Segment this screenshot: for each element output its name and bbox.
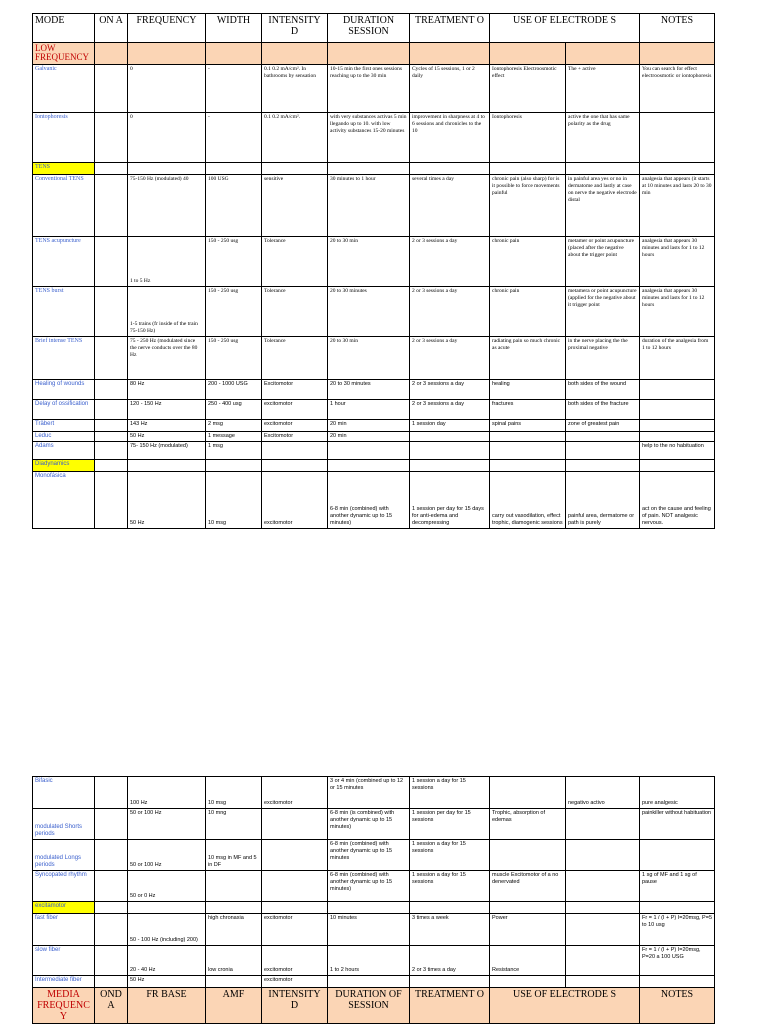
top-table-cell: 2 or 3 sessions a day — [410, 337, 490, 380]
top-table-cell: metamer or point acupuncture (placed after the negative about the trigger point — [566, 237, 640, 287]
bottom-table-cell: high chronaxia — [206, 914, 262, 946]
bottom-table-cell — [206, 976, 262, 988]
top-table-cell: 1 hour — [328, 400, 410, 420]
bottom-table-mode-cell: excitamotor — [33, 902, 95, 914]
header-treatment: TREATMENT O — [410, 14, 490, 43]
bottom-table-cell — [640, 902, 715, 914]
bottom-table-cell: Resistance — [490, 946, 566, 976]
top-table-cell: painful area, dermatome or path is purely — [566, 472, 640, 529]
top-table-cell: Tolerance — [262, 287, 328, 337]
bottom-table-mode-cell: slow fiber — [33, 946, 95, 976]
top-table-cell: excitomotor — [262, 472, 328, 529]
top-table-cell: 0 — [128, 113, 206, 163]
top-table-cell: 6-8 min (combined) with another dynamic up to 15 minutes) — [328, 472, 410, 529]
bottom-table-cell — [95, 777, 128, 809]
bottom-table-cell — [566, 840, 640, 871]
header-notes-2: NOTES — [640, 988, 715, 1024]
top-table-cell: Tolerance — [262, 237, 328, 287]
top-table-cell — [128, 163, 206, 175]
bottom-table-cell: 2 or 3 times a day — [410, 946, 490, 976]
top-table-cell — [640, 420, 715, 432]
top-table-cell: excitomotor — [262, 420, 328, 432]
bottom-table-cell — [566, 946, 640, 976]
top-table-cell — [640, 113, 715, 163]
bottom-table-cell — [262, 871, 328, 902]
top-table-mode-cell: Monofásica — [33, 472, 95, 529]
bottom-table-cell — [328, 902, 410, 914]
top-table-cell: duration of the analgesia from 1 to 12 hours — [640, 337, 715, 380]
top-table-cell: 2 or 3 sessions a day — [410, 380, 490, 400]
top-table-cell — [640, 432, 715, 442]
bottom-table-row — [33, 840, 715, 871]
top-table-cell: 0 — [128, 65, 206, 113]
top-table-cell: - — [206, 65, 262, 113]
bottom-table-cell: 1 session a day for 15 sessions — [410, 871, 490, 902]
top-table-cell — [410, 460, 490, 472]
top-table-cell: 1 session per day for 15 days for anti-edema and decompressing — [410, 472, 490, 529]
bottom-table-cell — [566, 976, 640, 988]
bottom-table-cell: 50 or 0 Hz — [128, 871, 206, 902]
top-table-cell: act on the cause and feeling of pain. NOT analgesic nervous. — [640, 472, 715, 529]
top-table-cell: 2 or 3 sessions a day — [410, 287, 490, 337]
top-table-mode-cell: Adams — [33, 442, 95, 460]
bottom-table-mode-cell: modulated Longs periods — [33, 840, 95, 871]
header-intensity: INTENSITY D — [262, 14, 328, 43]
top-table-cell — [128, 460, 206, 472]
top-table-row — [33, 175, 715, 237]
bottom-table-cell — [410, 902, 490, 914]
bottom-table-cell: 50 or 100 Hz — [128, 809, 206, 840]
top-table-cell — [328, 163, 410, 175]
bottom-table-mode-cell: fast fiber — [33, 914, 95, 946]
top-table-cell: excitomotor — [262, 400, 328, 420]
header-electrode: USE OF ELECTRODE S — [490, 14, 640, 43]
top-table-cell: You can search for effect electroosmotic or iontophoresis — [640, 65, 715, 113]
bottom-table-cell — [95, 902, 128, 914]
bottom-table-cell: 10 minutes — [328, 914, 410, 946]
top-table-row — [33, 337, 715, 380]
bottom-table-cell — [95, 809, 128, 840]
bottom-table-row — [33, 976, 715, 988]
bottom-table-cell — [640, 976, 715, 988]
bottom-table-cell: Power — [490, 914, 566, 946]
top-table-cell: 20 to 30 minutes — [328, 287, 410, 337]
bottom-table-row — [33, 809, 715, 840]
top-table-cell: 200 - 1000 USG — [206, 380, 262, 400]
top-table-cell: 1 to 5 Hz — [128, 237, 206, 287]
top-table-cell — [95, 460, 128, 472]
bottom-table-cell: 1 session a day for 15 sessions — [410, 840, 490, 871]
top-table-cell: 80 Hz — [128, 380, 206, 400]
bottom-table-cell — [640, 840, 715, 871]
bottom-table-cell — [95, 946, 128, 976]
top-table-cell: 20 min — [328, 432, 410, 442]
top-table-cell: 10 msg — [206, 472, 262, 529]
bottom-table-cell: muscle Excitomotor of a no denervated — [490, 871, 566, 902]
top-table-mode-cell: TENS — [33, 163, 95, 175]
top-table-cell: 1-5 trains (fr inside of the train 75-150 Hz) — [128, 287, 206, 337]
bottom-table-cell — [566, 902, 640, 914]
top-table-cell: 143 Hz — [128, 420, 206, 432]
top-table-row — [33, 287, 715, 337]
top-table-cell — [640, 380, 715, 400]
top-table-cell: Iontophoresis Electroosmotic effect — [490, 65, 566, 113]
top-table-cell — [566, 460, 640, 472]
bottom-table-cell — [490, 976, 566, 988]
top-table-cell: 1 session day — [410, 420, 490, 432]
bottom-table-cell — [206, 902, 262, 914]
top-table-mode-cell: TENS acupuncture — [33, 237, 95, 287]
header-duration: DURATION SESSION — [328, 14, 410, 43]
top-table-cell: Cycles of 15 sessions, 1 or 2 daily — [410, 65, 490, 113]
header-row — [33, 14, 715, 43]
top-table-cell: Excitomotor — [262, 380, 328, 400]
top-table-cell: 75-150 Hz (modulated) 40 — [128, 175, 206, 237]
top-table-cell — [95, 442, 128, 460]
top-table-cell — [640, 460, 715, 472]
header-width: WIDTH — [206, 14, 262, 43]
bottom-table-cell: 3 or 4 min (combined up to 12 or 15 minutes — [328, 777, 410, 809]
top-table-cell: 50 Hz — [128, 432, 206, 442]
top-table-row — [33, 65, 715, 113]
bottom-table-cell — [490, 840, 566, 871]
bottom-table-cell — [128, 902, 206, 914]
bottom-table-cell: pure analgesic — [640, 777, 715, 809]
top-table-body — [33, 65, 715, 529]
top-table-cell: active the one that has same polarity as the drug — [566, 113, 640, 163]
top-table-cell: 1 message — [206, 432, 262, 442]
top-table-cell — [640, 400, 715, 420]
top-table-cell: 20 to 30 minutes — [328, 380, 410, 400]
top-table-cell: 2 or 3 sessions a day — [410, 400, 490, 420]
top-table-cell: several times a day — [410, 175, 490, 237]
top-table-cell — [410, 432, 490, 442]
bottom-table-body — [33, 777, 715, 988]
top-table-row — [33, 472, 715, 529]
bottom-table-cell: 6-8 min (combined) with another dynamic up to 15 minutes) — [328, 871, 410, 902]
header-media-frequency: MEDIA FREQUENCY — [33, 988, 95, 1024]
top-table-cell — [206, 460, 262, 472]
top-table-cell: carry out vasodilation, effect trophic, diamogenic sessions — [490, 472, 566, 529]
top-table-row — [33, 163, 715, 175]
top-table-mode-cell: Träbert — [33, 420, 95, 432]
top-table-cell — [490, 442, 566, 460]
section-low-frequency — [33, 43, 715, 65]
top-table-cell — [410, 442, 490, 460]
top-table-cell: 20 to 30 min — [328, 237, 410, 287]
top-table-cell: radiating pain so much chronic as acute — [490, 337, 566, 380]
top-table-cell: chronic pain — [490, 237, 566, 287]
top-table-cell: 75 - 250 Hz (modulated since the nerve conducts over the 80 Hz — [128, 337, 206, 380]
header-fr-base: FR BASE — [128, 988, 206, 1024]
top-table-cell — [262, 442, 328, 460]
top-table-cell — [262, 460, 328, 472]
top-table-cell: 1 msg — [206, 442, 262, 460]
bottom-table-cell — [262, 840, 328, 871]
top-table-cell: analgesia that appears (it starts at 10 minutes and lasts 20 to 30 min — [640, 175, 715, 237]
top-table-row — [33, 442, 715, 460]
top-table-cell: The + active — [566, 65, 640, 113]
top-table-row — [33, 432, 715, 442]
top-table-cell — [95, 287, 128, 337]
top-table-cell: 50 Hz — [128, 472, 206, 529]
top-table-cell: zone of greatest pain — [566, 420, 640, 432]
top-table-cell: 10-15 min the first ones sessions reaching up to the 30 min — [328, 65, 410, 113]
top-table-cell: in painful area yes or no in dermatome and lastly at case on nerve the negative electrode distal — [566, 175, 640, 237]
top-table-cell: sensitive — [262, 175, 328, 237]
top-table-cell: 150 - 250 usg — [206, 337, 262, 380]
top-table-cell — [328, 460, 410, 472]
top-table-row — [33, 420, 715, 432]
top-table-cell — [490, 432, 566, 442]
bottom-table-cell: 50 - 100 Hz (including) 200) — [128, 914, 206, 946]
bottom-table-cell: 1 session per day for 15 sessions — [410, 809, 490, 840]
bottom-table-cell: 20 - 40 Hz — [128, 946, 206, 976]
top-table-cell: 20 to 30 min — [328, 337, 410, 380]
bottom-table-cell: low cronia — [206, 946, 262, 976]
top-table-cell — [490, 460, 566, 472]
header-onda-2: OND A — [95, 988, 128, 1024]
top-table-cell: 2 or 3 sessions a day — [410, 237, 490, 287]
top-table-mode-cell: Iontophoresis — [33, 113, 95, 163]
top-table-cell — [328, 442, 410, 460]
top-table-cell — [95, 400, 128, 420]
top-table-cell: Tolerance — [262, 337, 328, 380]
top-table-mode-cell: Delay of ossification — [33, 400, 95, 420]
top-table-cell: Iontophoresis — [490, 113, 566, 163]
bottom-table-cell: 1 to 2 hours — [328, 946, 410, 976]
bottom-table-cell — [95, 840, 128, 871]
bottom-table-row — [33, 871, 715, 902]
bottom-table-cell: excitomotor — [262, 914, 328, 946]
header-notes: NOTES — [640, 14, 715, 43]
header-mode: MODE — [33, 14, 95, 43]
top-table-cell — [95, 420, 128, 432]
top-table-cell — [566, 163, 640, 175]
bottom-table-mode-cell: modulated Shorts periods — [33, 809, 95, 840]
top-table-cell: in the nerve placing the the proximal negative — [566, 337, 640, 380]
bottom-table-cell: 50 Hz — [128, 976, 206, 988]
bottom-table-cell: excitomotor — [262, 946, 328, 976]
bottom-table-cell — [95, 914, 128, 946]
top-table-cell: 120 - 150 Hz — [128, 400, 206, 420]
bottom-table-mode-cell: Bifasic — [33, 777, 95, 809]
bottom-table-cell — [95, 871, 128, 902]
top-table-cell: fractures — [490, 400, 566, 420]
top-table-mode-cell: Galvanic — [33, 65, 95, 113]
top-table-cell — [95, 175, 128, 237]
top-table-cell: help to the no habituation — [640, 442, 715, 460]
top-table-cell: spinal pains — [490, 420, 566, 432]
top-table-cell: 250 - 400 usg — [206, 400, 262, 420]
top-table-cell: 150 - 250 usg — [206, 237, 262, 287]
bottom-table-cell — [566, 914, 640, 946]
bottom-table-row — [33, 902, 715, 914]
top-table-cell — [95, 380, 128, 400]
bottom-table-row — [33, 777, 715, 809]
header-onda: ON A — [95, 14, 128, 43]
top-table-cell: chronic pain (also sharp) for is it possible to force movements painful — [490, 175, 566, 237]
top-table-row — [33, 400, 715, 420]
bottom-table-cell: 1 sg of MF and 1 sg of pause — [640, 871, 715, 902]
bottom-table-cell: negativo activo — [566, 777, 640, 809]
top-table-cell: metamera or point acupuncture (applied for the negative about it trigger point — [566, 287, 640, 337]
top-table-mode-cell: Diadynamics — [33, 460, 95, 472]
top-table-cell: 2 msg — [206, 420, 262, 432]
header-electrode-2: USE OF ELECTRODE S — [490, 988, 640, 1024]
header-duration-2: DURATION OF SESSION — [328, 988, 410, 1024]
header-amf: AMF — [206, 988, 262, 1024]
top-table-mode-cell: Conventional TENS — [33, 175, 95, 237]
top-table-cell — [95, 113, 128, 163]
top-table-cell: both sides of the fracture — [566, 400, 640, 420]
bottom-table-cell — [262, 902, 328, 914]
bottom-table-cell: excitomotor — [262, 777, 328, 809]
top-table-cell — [566, 432, 640, 442]
top-table-cell — [490, 163, 566, 175]
bottom-table-cell — [410, 976, 490, 988]
top-table-cell: with very substances activas 5 min llegando up to 10. with low activity substances 15-20 minutes — [328, 113, 410, 163]
bottom-table-cell: 10 msg in MF and 5 in DF — [206, 840, 262, 871]
top-table-cell: healing — [490, 380, 566, 400]
top-table-cell — [95, 432, 128, 442]
bottom-table-row — [33, 946, 715, 976]
header-intensity-2: INTENSITY D — [262, 988, 328, 1024]
top-table-mode-cell: Brief intense TENS — [33, 337, 95, 380]
bottom-table-cell — [490, 902, 566, 914]
top-table-cell — [262, 163, 328, 175]
section-label: LOW FREQUENCY — [33, 43, 95, 65]
top-table-cell: Excitomotor — [262, 432, 328, 442]
bottom-table-cell: Fr = 1 / (I + P) I=20msg, P=5 to 10 usg — [640, 914, 715, 946]
top-table-cell: 150 - 250 usg — [206, 287, 262, 337]
top-table-cell: 20 min — [328, 420, 410, 432]
top-table-cell: analgesia that appears 30 minutes and lasts for 1 to 12 hours — [640, 237, 715, 287]
bottom-table-cell: 3 times a week — [410, 914, 490, 946]
bottom-table-row — [33, 914, 715, 946]
bottom-table-cell: 1 session a day for 15 sessions — [410, 777, 490, 809]
bottom-table-cell — [490, 777, 566, 809]
top-table-cell — [95, 163, 128, 175]
top-table-mode-cell: Leduc — [33, 432, 95, 442]
top-table-mode-cell: TENS burst — [33, 287, 95, 337]
top-table-mode-cell: Healing of wounds — [33, 380, 95, 400]
top-table-cell: improvement in sharpness at 4 to 6 sessions and chronicles to the 10 — [410, 113, 490, 163]
top-table-cell: 0.1 0.2 mA/cm². — [262, 113, 328, 163]
top-table-row — [33, 113, 715, 163]
top-table-cell — [95, 65, 128, 113]
bottom-table-cell: 6-8 min (is combined) with another dynamic up to 15 minutes) — [328, 809, 410, 840]
top-table-cell — [206, 163, 262, 175]
top-table-cell: 0.1 0.2 mA/cm². In bathrooms by sensation — [262, 65, 328, 113]
bottom-table-cell — [328, 976, 410, 988]
bottom-table-cell: 6-8 min (combined) with another dynamic up to 15 minutes — [328, 840, 410, 871]
top-table-cell: - — [206, 113, 262, 163]
top-table-cell: analgesia that appears 30 minutes and lasts for 1 to 12 hours — [640, 287, 715, 337]
bottom-table-mode-cell: Syncopated rhythm — [33, 871, 95, 902]
top-table-cell — [95, 337, 128, 380]
top-table-cell: 75- 150 Hz (modulated) — [128, 442, 206, 460]
top-table-cell: both sides of the wound — [566, 380, 640, 400]
bottom-table-mode-cell: Intermediate fiber — [33, 976, 95, 988]
top-table-cell — [566, 442, 640, 460]
top-table-cell — [95, 237, 128, 287]
bottom-table — [32, 776, 715, 1024]
bottom-table-cell — [206, 871, 262, 902]
bottom-table-cell — [566, 809, 640, 840]
bottom-table-cell: painkiller without habituation — [640, 809, 715, 840]
top-table-row — [33, 237, 715, 287]
bottom-table-cell — [95, 976, 128, 988]
bottom-table-cell — [566, 871, 640, 902]
bottom-table-cell: 100 Hz — [128, 777, 206, 809]
top-table-cell: chronic pain — [490, 287, 566, 337]
bottom-table-cell: Trophic, absorption of edemas — [490, 809, 566, 840]
bottom-table-cell: 10 mng — [206, 809, 262, 840]
top-table-cell — [640, 163, 715, 175]
top-table-cell — [95, 472, 128, 529]
top-table-cell: 100 USG — [206, 175, 262, 237]
bottom-table-cell: excitomotor — [262, 976, 328, 988]
bottom-table-cell: Fr = 1 / (I + P) I=20msg, P=20 a 100 USG — [640, 946, 715, 976]
bottom-table-cell — [262, 809, 328, 840]
header-frequency: FREQUENCY — [128, 14, 206, 43]
top-table — [32, 13, 715, 529]
top-table-cell — [410, 163, 490, 175]
bottom-table-cell: 50 or 100 Hz — [128, 840, 206, 871]
top-table-row — [33, 380, 715, 400]
bottom-table-cell: 10 msg — [206, 777, 262, 809]
top-table-cell: 30 minutes to 1 hour — [328, 175, 410, 237]
header-treatment-2: TREATMENT O — [410, 988, 490, 1024]
media-frequency-header-row — [33, 988, 715, 1024]
top-table-row — [33, 460, 715, 472]
